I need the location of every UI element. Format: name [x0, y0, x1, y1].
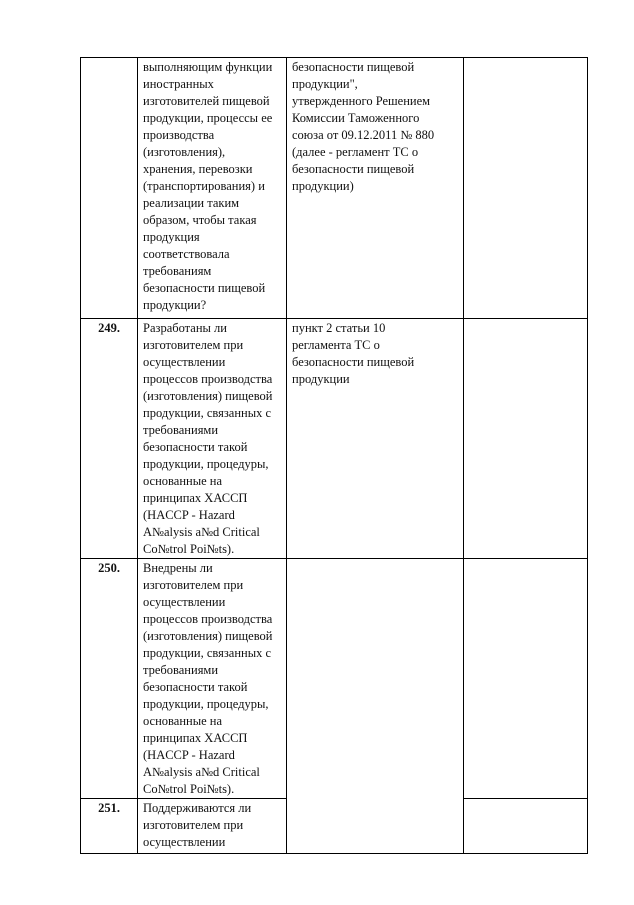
note-cell — [464, 799, 588, 854]
reference-cell: безопасности пищевой продукции", утвержденного Решением Комиссии Таможенного союза от 09.12.2011 № 880 (далее - регламент ТС о безопасности пищевой продукции) — [287, 58, 464, 319]
reference-cell — [287, 559, 464, 854]
item-number: 250. — [81, 559, 138, 799]
table-row — [81, 319, 588, 559]
item-number: 251. — [81, 799, 138, 854]
table-row — [81, 58, 588, 319]
item-number: 249. — [81, 319, 138, 559]
question-cell: Внедрены ли изготовителем при осуществлении процессов производства (изготовления) пищевой продукции, связанных с требованиями безопасности такой продукции, процедуры, основанные на принципах ХАССП (HACCP - Hazard A№alysis a№d Critical Co№trol Poi№ts). — [138, 559, 287, 799]
question-cell: выполняющим функции иностранных изготовителей пищевой продукции, процессы ее производства (изготовления), хранения, перевозки (транспортирования) и реализации таким образом, чтобы такая продукция соответствовала требованиям безопасности пищевой продукции? — [138, 58, 287, 319]
note-cell — [464, 319, 588, 559]
reference-cell: пункт 2 статьи 10 регламента ТС о безопасности пищевой продукции — [287, 319, 464, 559]
question-cell: Поддерживаются ли изготовителем при осуществлении — [138, 799, 287, 854]
question-cell: Разработаны ли изготовителем при осуществлении процессов производства (изготовления) пищевой продукции, связанных с требованиями безопасности такой продукции, процедуры, основанные на принципах ХАССП (HACCP - Hazard A№alysis a№d Critical Co№trol Poi№ts). — [138, 319, 287, 559]
note-cell — [464, 559, 588, 799]
note-cell — [464, 58, 588, 319]
table-row — [81, 559, 588, 799]
checklist-table — [80, 57, 588, 854]
item-number — [81, 58, 138, 319]
